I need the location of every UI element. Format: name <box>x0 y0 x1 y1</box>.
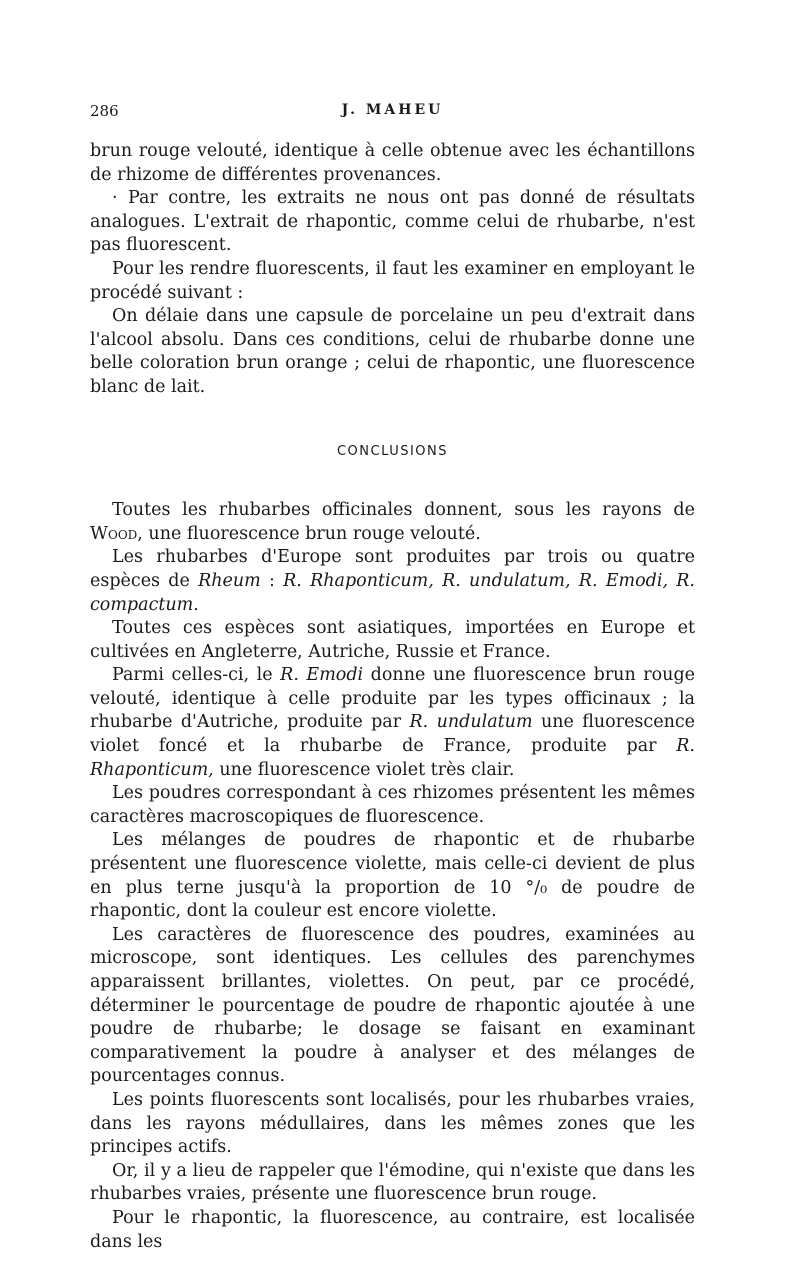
conclusion-paragraph-10: Pour le rhapontic, la fluorescence, au contraire, est localisée dans les <box>90 1207 695 1252</box>
species-name: R. Rhaponticum, <box>90 736 695 780</box>
conclusion-paragraph-5: Les poudres correspondant à ces rhizomes présentent les mêmes caractères macroscopiques de fluorescence. <box>90 783 695 827</box>
species-list: R. Rhaponticum, R. undulatum, R. Emodi, R. compactum. <box>90 570 695 615</box>
conclusion-paragraph-9: Or, il y a lieu de rappeler que l'émodine, qui n'existe que dans les rhubarbes vraies, présente une fluorescence brun rouge. <box>90 1160 695 1205</box>
body-text <box>90 140 695 1254</box>
text-run: : <box>260 570 284 591</box>
conclusion-paragraph-8: Les points fluorescents sont localisés, pour les rhubarbes vraies, dans les rayons médullaires, dans les mêmes zones que les principes actifs. <box>90 1089 695 1158</box>
conclusion-paragraph-4 <box>90 664 695 782</box>
genus-name: Rheum <box>198 570 261 591</box>
conclusion-paragraph-3: Toutes ces espèces sont asiatiques, importées en Europe et cultivées en Angleterre, Autriche, Russie et France. <box>90 618 695 662</box>
text-run: Les rhubarbes d'Europe sont produites par trois ou quatre espèces de <box>90 547 695 591</box>
conclusion-paragraph-1 <box>90 499 695 546</box>
conclusion-paragraph-7: Les caractères de fluorescence des poudres, examinées au microscope, sont identiques. Les cellules des parenchymes apparaissent brillantes, violettes. On peut, par ce procédé, déterminer le pourcentage de poudre de rhapontic ajoutée à une poudre de rhubarbe; le dosage se faisant en examinant comparativement la poudre à analyser et des mélanges de pourcentages connus. <box>90 924 695 1087</box>
text-run: une fluorescence violet foncé et la rhubarbe de France, produite par <box>90 712 695 757</box>
paragraph-method-intro: Pour les rendre fluorescents, il faut les examiner en employant le procédé suivant : <box>90 258 695 303</box>
conclusion-paragraph-6: Les mélanges de poudres de rhapontic et de rhubarbe présentent une fluorescence violette, mais celle-ci devient de plus en plus terne jusqu'à la proportion de 10 °/₀ de poudre de rhapontic, dont la couleur est encore violette. <box>90 830 695 922</box>
paragraph-continued: brun rouge velouté, identique à celle obtenue avec les échantillons de rhizome de différentes provenances. <box>90 141 695 185</box>
section-heading: CONCLUSIONS <box>336 443 449 459</box>
paragraph-extracts: · Par contre, les extraits ne nous ont pas donné de résultats analogues. L'extrait de rhapontic, comme celui de rhubarbe, n'est pas fluorescent. <box>90 188 695 256</box>
species-name: R. undulatum <box>409 712 533 733</box>
page-number: 286 <box>90 102 119 120</box>
text-run: une fluorescence violet très clair. <box>213 759 515 780</box>
text-run: Parmi celles-ci, le <box>112 665 281 686</box>
running-title: J. MAHEU <box>341 102 444 118</box>
conclusion-paragraph-2 <box>90 546 695 617</box>
running-head <box>90 102 695 124</box>
species-name: R. Emodi <box>280 665 364 686</box>
text-run: donne une fluorescence brun rouge velouté, identique à celle produite par les types officinaux ; la rhubarbe d'Autriche, produite par <box>90 665 696 733</box>
author-name: Wood <box>90 523 138 544</box>
paragraph-method: On délaie dans une capsule de porcelaine un peu d'extrait dans l'alcool absolu. Dans ces conditions, celui de rhubarbe donne une belle coloration brun orange ; celui de rhapontic, une fluorescence blanc de lait. <box>90 306 695 397</box>
text-run: , une fluorescence brun rouge velouté. <box>137 523 481 544</box>
text-run: Toutes les rhubarbes officinales donnent, sous les rayons de <box>112 500 695 521</box>
